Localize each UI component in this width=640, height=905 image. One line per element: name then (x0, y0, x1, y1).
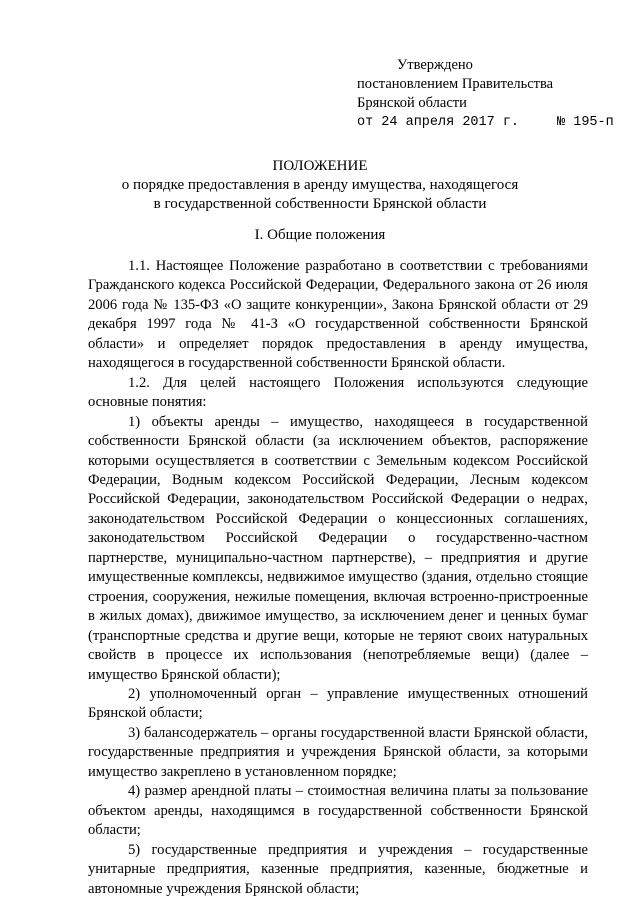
approval-region: Брянской области (357, 95, 467, 111)
approval-label: Утверждено (397, 57, 473, 73)
definition-1: 1) объекты аренды – имущество, находящееся в государственной собственности Брянской области (за исключением объектов, распоряжение которыми осуществляется в соответствии с Земельным кодексом Российской Федерации, Водным кодексом Российской Федерации, Лесным кодексом Российской Федерации, законодательством Российской Федерации о недрах, законодательством Российской Федерации о концессионных соглашениях, законодательством Российской Федерации о государственно-частном партнерстве, муниципально-частном партнерстве), – предприятия и другие имущественные комплексы, недвижимое имущество (здания, отдельно стоящие строения, сооружения, нежилые помещения, включая встроенно-пристроенные в жилых домах), движимое имущество, за исключением денег и ценных бумаг (транспортные средства и другие вещи, которые не теряют своих натуральных свойств в процессе их использования (непотребляемые вещи) (далее – имущество Брянской области); (88, 413, 588, 683)
document-title-heading: ПОЛОЖЕНИЕ (272, 158, 368, 174)
approval-date-line (357, 113, 614, 132)
definition-5: 5) государственные предприятия и учреждения – государственные унитарные предприятия, казенные предприятия, казенные, бюджетные и автономные учреждения Брянской области; (88, 841, 588, 897)
paragraph-1-1: 1.1. Настоящее Положение разработано в соответствии с требованиями Гражданского кодекса Российской Федерации, Федерального закона от 26 июля 2006 года № 135-ФЗ «О защите конкуренции», Закона Брянской области от 29 декабря 1997 года № 41-З «О государственной собственности Брянской области» и определяет порядок предоставления в аренду имущества, находящегося в государственной собственности Брянской области. (88, 258, 588, 372)
section-heading: I. Общие положения (254, 227, 386, 243)
definition-4: 4) размер арендной платы – стоимостная величина платы за пользование объектом аренды, находящимся в государственной собственности Брянской области; (88, 783, 588, 839)
document-title-line2: в государственной собственности Брянской области (153, 196, 487, 212)
approval-date: от 24 апреля 2017 г. (357, 115, 520, 130)
approval-number: № 195-п (557, 115, 614, 130)
document-title-line1: о порядке предоставления в аренду имущества, находящегося (121, 177, 519, 193)
approval-block (357, 56, 614, 132)
definition-3: 3) балансодержатель – органы государственной власти Брянской области, государственные предприятия и учреждения Брянской области, за которыми имущество закреплено в установленном порядке; (88, 724, 588, 780)
definition-2: 2) уполномоченный орган – управление имущественных отношений Брянской области; (88, 685, 588, 722)
approval-authority: постановлением Правительства (357, 76, 554, 92)
document-title (0, 157, 640, 214)
document-body (88, 257, 588, 899)
paragraph-1-2: 1.2. Для целей настоящего Положения используются следующие основные понятия: (88, 374, 588, 411)
